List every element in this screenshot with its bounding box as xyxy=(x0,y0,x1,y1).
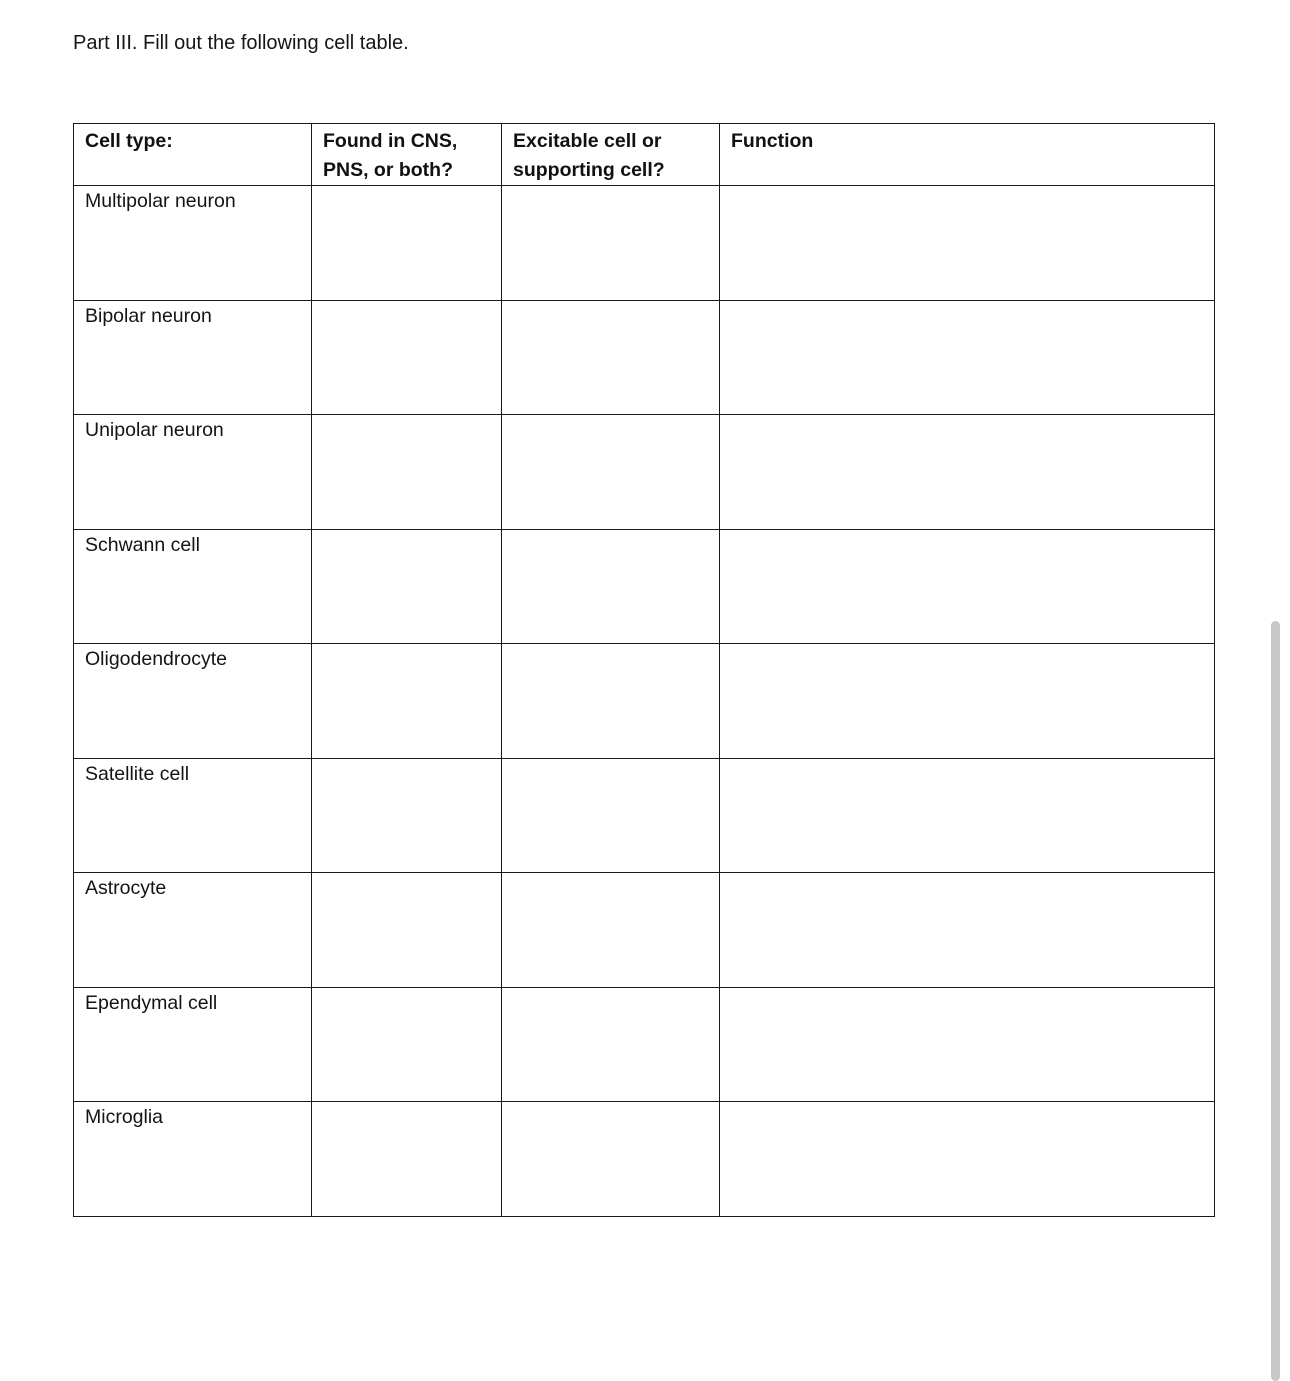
table-row xyxy=(74,758,1215,873)
excitable-cell[interactable] xyxy=(502,644,720,759)
cell-table xyxy=(73,123,1215,1217)
cell-type-label: Bipolar neuron xyxy=(74,300,312,415)
function-cell[interactable] xyxy=(720,529,1215,644)
location-cell[interactable] xyxy=(312,873,502,988)
table-row xyxy=(74,300,1215,415)
table-row xyxy=(74,529,1215,644)
function-cell[interactable] xyxy=(720,987,1215,1102)
location-cell[interactable] xyxy=(312,1102,502,1217)
table-row xyxy=(74,644,1215,759)
function-cell[interactable] xyxy=(720,186,1215,301)
table-row xyxy=(74,873,1215,988)
function-cell[interactable] xyxy=(720,1102,1215,1217)
header-cell-type: Cell type: xyxy=(74,124,312,186)
page-heading: Part III. Fill out the following cell table. xyxy=(73,32,409,54)
header-function: Function xyxy=(720,124,1215,186)
location-cell[interactable] xyxy=(312,529,502,644)
location-cell[interactable] xyxy=(312,186,502,301)
function-cell[interactable] xyxy=(720,758,1215,873)
excitable-cell[interactable] xyxy=(502,300,720,415)
table-row xyxy=(74,186,1215,301)
location-cell[interactable] xyxy=(312,644,502,759)
excitable-cell[interactable] xyxy=(502,987,720,1102)
cell-type-label: Unipolar neuron xyxy=(74,415,312,530)
header-location: Found in CNS, PNS, or both? xyxy=(312,124,502,186)
cell-type-label: Oligodendrocyte xyxy=(74,644,312,759)
function-cell[interactable] xyxy=(720,415,1215,530)
function-cell[interactable] xyxy=(720,300,1215,415)
cell-type-label: Schwann cell xyxy=(74,529,312,644)
vertical-scrollbar-thumb[interactable] xyxy=(1271,621,1280,1381)
cell-type-label: Multipolar neuron xyxy=(74,186,312,301)
location-cell[interactable] xyxy=(312,758,502,873)
header-excitable: Excitable cell or supporting cell? xyxy=(502,124,720,186)
excitable-cell[interactable] xyxy=(502,873,720,988)
excitable-cell[interactable] xyxy=(502,186,720,301)
location-cell[interactable] xyxy=(312,300,502,415)
excitable-cell[interactable] xyxy=(502,758,720,873)
function-cell[interactable] xyxy=(720,644,1215,759)
cell-type-label: Microglia xyxy=(74,1102,312,1217)
excitable-cell[interactable] xyxy=(502,415,720,530)
cell-type-label: Ependymal cell xyxy=(74,987,312,1102)
table-row xyxy=(74,1102,1215,1217)
cell-type-label: Satellite cell xyxy=(74,758,312,873)
location-cell[interactable] xyxy=(312,987,502,1102)
table-row xyxy=(74,415,1215,530)
excitable-cell[interactable] xyxy=(502,529,720,644)
function-cell[interactable] xyxy=(720,873,1215,988)
cell-type-label: Astrocyte xyxy=(74,873,312,988)
excitable-cell[interactable] xyxy=(502,1102,720,1217)
location-cell[interactable] xyxy=(312,415,502,530)
table-header-row xyxy=(74,124,1215,186)
table-row xyxy=(74,987,1215,1102)
